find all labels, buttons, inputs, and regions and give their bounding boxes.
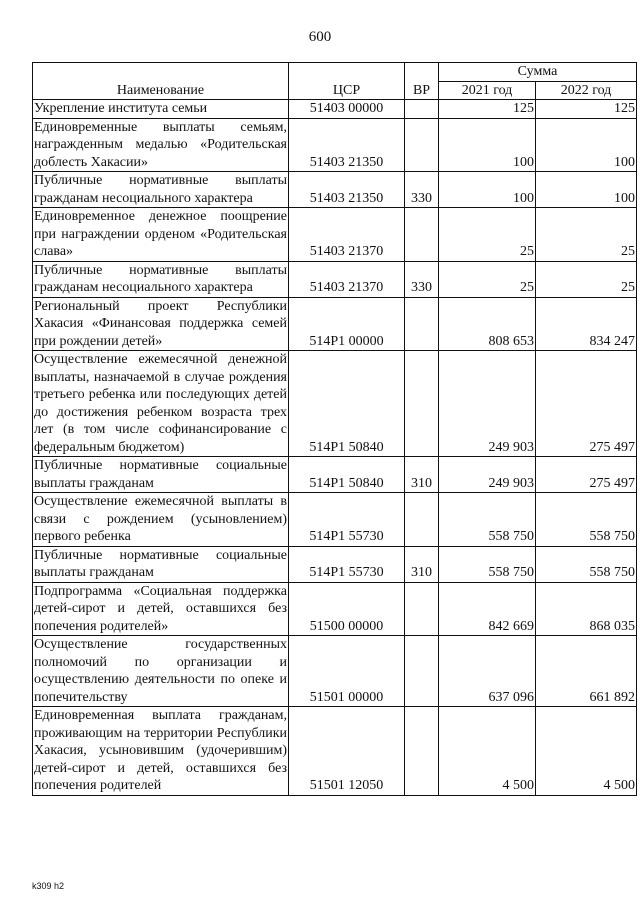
row-sum-2021: 249 903: [439, 351, 536, 457]
row-name: Публичные нормативные социальные выплаты гражданам: [34, 458, 287, 491]
row-csr: 514P1 50840: [289, 457, 405, 493]
budget-table: [32, 62, 637, 796]
row-sum-2021: 249 903: [439, 457, 536, 493]
footer-code: k309 h2: [32, 881, 65, 891]
row-name: Укрепление института семьи: [33, 100, 289, 119]
row-name: Публичные нормативные выплаты гражданам несоциального характера: [34, 262, 287, 295]
header-name: Наименование: [33, 63, 289, 100]
header-sum: Сумма: [439, 63, 637, 82]
row-csr: 51501 12050: [289, 707, 405, 796]
row-csr: 51403 00000: [289, 100, 405, 119]
row-sum-2022: 25: [536, 261, 637, 297]
row-sum-2021: 25: [439, 208, 536, 262]
row-sum-2021: 808 653: [439, 297, 536, 351]
table-row: [33, 582, 637, 636]
row-csr: 51403 21370: [289, 208, 405, 262]
row-csr: 51403 21370: [289, 261, 405, 297]
page-number: 600: [308, 29, 332, 45]
table-row: [33, 351, 637, 457]
row-vr: [405, 208, 439, 262]
row-csr: 514P1 00000: [289, 297, 405, 351]
row-name: Единовременное денежное поощрение при награждении орденом «Родительская слава»: [34, 209, 287, 259]
header-year-2021: 2021 год: [439, 81, 536, 100]
row-csr: 51403 21350: [289, 172, 405, 208]
header-csr: ЦСР: [289, 63, 405, 100]
row-vr: [405, 493, 439, 547]
row-sum-2022: 100: [536, 118, 637, 172]
row-sum-2021: 842 669: [439, 582, 536, 636]
table-row: [33, 457, 637, 493]
row-sum-2022: 558 750: [536, 493, 637, 547]
row-sum-2021: 100: [439, 118, 536, 172]
row-sum-2022: 275 497: [536, 351, 637, 457]
table-row: [33, 297, 637, 351]
row-name: Единовременная выплата гражданам, проживающим на территории Республики Хакасия, усыновившим (удочерившим) детей-сирот и детей, оставшихся без попечения родителей: [34, 708, 287, 793]
row-name: Региональный проект Республики Хакасия «Финансовая поддержка семей при рождении детей»: [34, 298, 287, 349]
row-sum-2021: 125: [439, 100, 536, 119]
table-row: [33, 707, 637, 796]
row-sum-2021: 637 096: [439, 636, 536, 707]
row-vr: 310: [405, 546, 439, 582]
row-vr: [405, 707, 439, 796]
row-vr: 330: [405, 261, 439, 297]
table-row: [33, 208, 637, 262]
row-name: Единовременные выплаты семьям, награжденным медалью «Родительская доблесть Хакасии»: [34, 119, 287, 170]
row-sum-2022: 125: [536, 100, 637, 119]
row-csr: 514P1 50840: [289, 351, 405, 457]
row-vr: [405, 118, 439, 172]
row-csr: 514P1 55730: [289, 493, 405, 547]
table-row: [33, 261, 637, 297]
row-sum-2022: 25: [536, 208, 637, 262]
row-name: Осуществление ежемесячной денежной выплаты, назначаемой в случае рождения третьего ребенка или последующих детей до достижения ребенком возраста трех лет (в том числе софинансирование с федеральным бюджетом): [34, 352, 287, 455]
row-sum-2022: 275 497: [536, 457, 637, 493]
table-row: [33, 546, 637, 582]
row-sum-2022: 4 500: [536, 707, 637, 796]
row-sum-2022: 868 035: [536, 582, 637, 636]
row-vr: [405, 297, 439, 351]
row-vr: [405, 100, 439, 119]
row-sum-2022: 100: [536, 172, 637, 208]
row-name: Подпрограмма «Социальная поддержка детей-сирот и детей, оставшихся без попечения родителей»: [34, 583, 287, 634]
row-sum-2022: 558 750: [536, 546, 637, 582]
row-csr: 51501 00000: [289, 636, 405, 707]
table-row: [33, 118, 637, 172]
row-vr: [405, 582, 439, 636]
row-sum-2022: 661 892: [536, 636, 637, 707]
row-name: Осуществление ежемесячной выплаты в связи с рождением (усыновлением) первого ребенка: [34, 494, 287, 544]
row-name: Осуществление государственных полномочий по организации и осуществлению деятельности по опеке и попечительству: [34, 637, 287, 705]
header-vr: ВР: [405, 63, 439, 100]
row-sum-2021: 100: [439, 172, 536, 208]
row-csr: 51500 00000: [289, 582, 405, 636]
row-sum-2022: 834 247: [536, 297, 637, 351]
table-row: [33, 636, 637, 707]
row-vr: 330: [405, 172, 439, 208]
header-year-2022: 2022 год: [536, 81, 637, 100]
row-name: Публичные нормативные выплаты гражданам несоциального характера: [34, 173, 287, 206]
row-vr: [405, 636, 439, 707]
table-row: [33, 100, 637, 119]
row-sum-2021: 558 750: [439, 493, 536, 547]
row-vr: [405, 351, 439, 457]
row-sum-2021: 558 750: [439, 546, 536, 582]
row-name: Публичные нормативные социальные выплаты гражданам: [34, 547, 287, 580]
row-sum-2021: 25: [439, 261, 536, 297]
table-row: [33, 493, 637, 547]
row-vr: 310: [405, 457, 439, 493]
table-row: [33, 172, 637, 208]
row-csr: 514P1 55730: [289, 546, 405, 582]
row-sum-2021: 4 500: [439, 707, 536, 796]
row-csr: 51403 21350: [289, 118, 405, 172]
